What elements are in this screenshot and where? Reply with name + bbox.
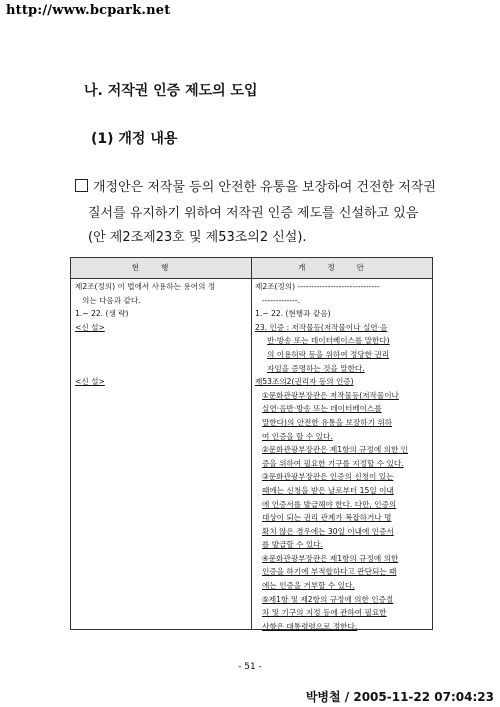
table-line: <신 설> xyxy=(75,322,105,332)
table-line: 제53조의2(권리자 등의 인증) xyxy=(255,377,354,387)
paragraph-text: 개정안은 저작물 등의 안전한 유통을 보장하여 건전한 저작권 xyxy=(93,180,436,195)
table-line: ①문화관광부장관은 저작물등(저작물이나 xyxy=(262,390,399,400)
table-line: 반·방송 또는 데이터베이스를 말한다) xyxy=(267,336,390,346)
table-line: 1.~ 22. (생 략) xyxy=(75,309,129,319)
table-line: 대상이 되는 권리 관계가 복잡하거나 명 xyxy=(262,513,392,523)
column-divider xyxy=(251,278,252,629)
paragraph-line xyxy=(75,176,436,195)
table-line: ④문화관광부장관은 제1항의 규정에 의한 xyxy=(262,553,399,563)
table-line: ⑤제1항 및 제2항의 규정에 의한 인증절 xyxy=(262,594,394,604)
table-line: 실연·음반·방송 또는 데이터베이스를 xyxy=(262,404,382,414)
table-line: 의는 다음과 같다. xyxy=(82,295,141,305)
table-line: 의 이용허락 등을 위하여 정당한 권리 xyxy=(267,349,390,359)
table-line: 여 인증을 할 수 있다. xyxy=(262,431,333,441)
table-line: 에 인증서를 발급해야 한다. 다만, 인증의 xyxy=(262,499,397,509)
table-header-row xyxy=(71,258,432,279)
header-revised-law: 개정안 xyxy=(297,263,386,272)
table-line: 인증을 하기에 부적합하다고 판단되는 때 xyxy=(262,567,397,577)
table-line: 때에는 신청을 받은 날로부터 15일 이내 xyxy=(262,485,394,495)
table-line: 차 및 기구의 지정 등에 관하여 필요한 xyxy=(262,608,387,618)
table-line: -------------. xyxy=(262,295,301,305)
table-line: ②문화관광부장관은 제1항의 규정에 의한 인 xyxy=(262,445,408,455)
table-line: 제2조(정의) 이 법에서 사용하는 용어의 정 xyxy=(75,282,216,291)
footer-timestamp: 박병철 / 2005-11-22 07:04:23 xyxy=(305,690,494,704)
current-law-column xyxy=(75,280,249,389)
paragraph-line: 질서를 유지하기 위하여 저작권 인증 제도를 신설하고 있음 xyxy=(88,206,419,221)
amendment-comparison-table xyxy=(70,257,433,630)
table-line: 에는 인증을 거부할 수 있다. xyxy=(262,581,355,591)
section-heading: 나. 저작권 인증 제도의 도입 xyxy=(84,83,258,99)
blank-line xyxy=(75,348,249,362)
header-current-law: 현행 xyxy=(71,258,252,278)
table-line: 자임을 증명하는 것을 말한다. xyxy=(267,363,365,373)
table-line: 제2조(정의) ------------------------------ xyxy=(255,282,380,291)
revised-law-column xyxy=(255,280,431,633)
table-line: ③문화관광부장관은 인증의 신청이 있는 xyxy=(262,472,394,482)
table-line: <신 설> xyxy=(75,377,105,387)
blank-line xyxy=(75,334,249,348)
table-line: 를 발급할 수 있다. xyxy=(262,540,324,550)
table-line: 사항은 대통령령으로 정한다. xyxy=(262,621,358,631)
table-line: 확치 않은 경우에는 30일 이내에 인증서 xyxy=(262,526,394,536)
watermark-url: http://www.bcpark.net xyxy=(6,3,171,18)
checkbox-square-icon xyxy=(75,179,88,192)
sub-heading: (1) 개정 내용 xyxy=(91,131,178,147)
table-line: 1.~ 22. (현행과 같음) xyxy=(255,309,331,319)
blank-line xyxy=(75,362,249,376)
table-line: 23. 인증 : 저작물등(저작물이나 실연·음 xyxy=(255,322,388,332)
table-line: 말한다)의 안전한 유통을 보장하기 위하 xyxy=(262,417,392,427)
page-number: - 51 - xyxy=(238,662,262,672)
paragraph-line: (안 제2조제23호 및 제53조의2 신설). xyxy=(88,230,307,245)
table-line: 증을 위하여 필요한 기구를 지정할 수 있다. xyxy=(262,458,404,468)
